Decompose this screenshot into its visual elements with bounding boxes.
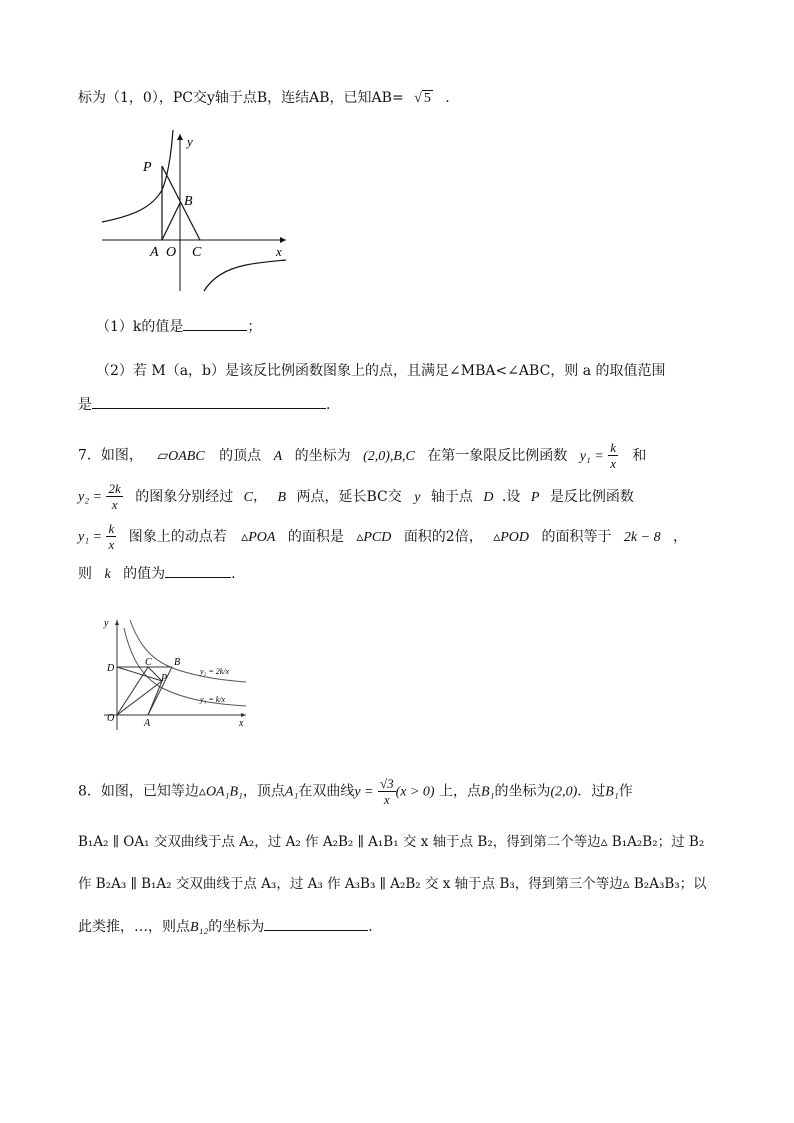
q8-line1-a: 8．如图，已知等边: [78, 783, 199, 800]
q7-line2-d-point: D: [483, 489, 494, 505]
intro-line: [78, 88, 450, 109]
q8-line1-f: ．过: [577, 783, 606, 800]
q8-line2: [78, 832, 704, 852]
q8-point-b1: B₁: [481, 784, 495, 800]
fig2-label-b: B: [174, 657, 181, 668]
fig2-label-c: C: [145, 657, 152, 668]
q6-part1-text: （1）k的值是: [96, 319, 184, 335]
q8-line4-c: .: [368, 919, 373, 935]
fig2-curve-y1-label: y₁ = k/x: [200, 695, 226, 704]
q7-line3-y1-fraction: [106, 521, 116, 552]
q7-line4: [78, 563, 236, 585]
y-axis-arrow: [115, 620, 119, 625]
intro-period: .: [445, 90, 450, 106]
q7-y1-fraction: [608, 440, 618, 471]
q8-line1-b: ，顶点: [242, 783, 285, 800]
q7-line3-y1-lhs: y₁ =: [78, 529, 103, 545]
q7-line3-c: 面积的2倍，: [403, 528, 483, 545]
q6-part1-end: ；: [247, 319, 262, 335]
q7-triangle-pcd: ▵PCD: [356, 529, 392, 545]
fig2-label-o: O: [107, 713, 115, 724]
fig2-label-y: y: [104, 618, 109, 629]
sqrt-expression: √ 5: [414, 91, 431, 106]
q8-curve-num: √3: [379, 776, 394, 791]
q8-line1-e: 的坐标为: [494, 783, 551, 800]
q8-point-b1-second: B₁: [605, 784, 619, 800]
q7-line3-y1-num: k: [108, 521, 115, 536]
fig1-label-p: P: [143, 160, 152, 175]
q7-number: 7．如图，: [78, 447, 143, 464]
q7-y1-num: k: [610, 440, 616, 455]
q7-point-a: A: [273, 448, 283, 464]
q6-part2-line1: [96, 361, 666, 381]
q6-part2-line2: [78, 394, 330, 415]
figure-parallelogram-hyperbolas: [96, 614, 252, 734]
q7-line3-a: 图象上的动点若: [128, 528, 227, 545]
fig1-label-c: C: [192, 245, 202, 260]
q7-y2-fraction: [106, 481, 122, 512]
q7-y2-lhs: y₂ =: [78, 489, 103, 505]
q7-line2-d: .设: [501, 488, 521, 505]
q7-line2-b: 两点，延长BC交: [296, 488, 402, 505]
q8-coord: (2,0): [550, 784, 578, 800]
q7-coord: (2,0),B,C: [363, 448, 415, 464]
q7-text-and: 和: [632, 447, 647, 464]
q8-curve-cond: (x > 0): [395, 784, 435, 800]
q7-parallelogram: ▱OABC: [157, 448, 205, 464]
q6-part2-end: .: [326, 397, 331, 413]
q7-y2-num: 2k: [108, 481, 121, 496]
q8-curve-lhs: y =: [354, 784, 374, 800]
q6-part2-shi: 是: [78, 397, 92, 413]
q8-line4-b: 的坐标为: [208, 919, 265, 935]
x-axis-arrow: [280, 237, 286, 243]
q7-line4-b: 的值为: [123, 566, 166, 582]
q8-line1-g: 作: [618, 783, 633, 800]
q7-line3-b: 的面积是: [287, 528, 344, 545]
q7-line2-p-point: P: [530, 489, 540, 505]
q7-line3-y1-den: x: [108, 537, 115, 552]
q8-point-b12: B₁₂: [190, 920, 209, 935]
answer-blank-k[interactable]: [183, 316, 247, 331]
fig2-label-x: x: [239, 718, 244, 729]
answer-blank-k-value[interactable]: [165, 563, 231, 578]
q7-text-d: 在第一象限反比例函数: [427, 447, 568, 464]
fig1-label-a: A: [150, 245, 159, 260]
q7-triangle-poa: ▵POA: [241, 529, 276, 545]
q7-line4-a: 则: [78, 566, 92, 582]
intro-text: 标为（1，0），PC交y轴于点B，连结AB，已知AB=: [78, 90, 404, 106]
hyperbola-right-branch: [204, 260, 286, 291]
q7-triangle-pod: ▵POD: [493, 529, 529, 545]
q8-line2-text: B₁A₂ ∥ OA₁ 交双曲线于点 A₂，过 A₂ 作 A₂B₂ ∥ A₁B₁ 交 x 轴于点 B₂，得到第二个等边▵ B₁A₂B₂；过 B₂: [78, 834, 705, 850]
q8-line4-a: 此类推，…，则点: [78, 919, 190, 935]
fig1-label-x: x: [276, 244, 282, 259]
q8-line1: [78, 776, 633, 808]
q7-line2-sep: ，: [253, 488, 268, 505]
q8-line1-c: 在双曲线: [298, 783, 355, 800]
q8-curve-den: x: [383, 792, 390, 807]
fig2-label-a: A: [144, 718, 151, 729]
q8-line3-text: 作 B₂A₃ ∥ B₁A₂ 交双曲线于点 A₃，过 A₃ 作 A₃B₃ ∥ A₂B₂ 交 x 轴于点 B₃，得到第三个等边▵ B₂A₃B₃；以: [78, 876, 707, 892]
q7-y1-lhs: y₁ =: [579, 448, 604, 464]
q8-line1-d: 上，点: [439, 783, 482, 800]
x-axis-arrow: [241, 713, 246, 717]
q7-y1-den: x: [610, 456, 616, 471]
segment-oc: [117, 667, 148, 715]
q8-line3: [78, 874, 707, 894]
figure-hyperbola-pbc: [96, 128, 290, 294]
q6-part1: [96, 316, 261, 337]
q7-line3-d: 的面积等于: [541, 528, 612, 545]
fig1-label-o: O: [166, 245, 177, 260]
q7-line3-e: ，: [673, 528, 688, 545]
q7-line2-a: 的图象分别经过: [135, 488, 234, 505]
segment-ab: [162, 203, 180, 240]
q7-line4-k: k: [104, 567, 111, 582]
q7-line1: [78, 440, 646, 471]
q7-text-c: 的坐标为: [294, 447, 351, 464]
q7-y2-den: x: [111, 497, 118, 512]
q8-point-a1: A₁: [284, 784, 299, 800]
q7-line2-c: 轴于点: [430, 488, 473, 505]
q7-line2-c-point: C: [243, 489, 254, 505]
q6-part2-text: （2）若 M（a，b）是该反比例函数图象上的点，且满足∠MBA<∠ABC，则 a 的取值范围: [96, 363, 666, 379]
answer-blank-a-range[interactable]: [92, 394, 326, 409]
q7-line4-c: .: [231, 566, 236, 582]
q8-curve-fraction: [378, 776, 396, 807]
fig2-label-d: D: [107, 663, 115, 674]
y-axis-arrow: [177, 134, 183, 140]
q7-line2: [78, 481, 634, 512]
q7-line2-b-point: B: [277, 489, 287, 505]
q7-line2-y: y: [414, 489, 421, 505]
answer-blank-b12[interactable]: [264, 916, 368, 931]
fig2-label-p: P: [161, 673, 168, 684]
q8-triangle-oa1b1: ▵OA₁B₁: [198, 784, 243, 800]
fig1-label-b: B: [184, 194, 193, 209]
q7-text-b: 的顶点: [219, 447, 262, 464]
q7-line3: [78, 521, 687, 552]
q7-line2-e: 是反比例函数: [549, 488, 634, 505]
fig1-label-y: y: [187, 134, 193, 149]
sqrt-value: 5: [423, 91, 431, 106]
q8-line4: [78, 916, 373, 938]
q7-expr: 2k − 8: [623, 529, 661, 545]
fig2-curve-y2-label: y₂ = 2k/x: [200, 667, 230, 676]
